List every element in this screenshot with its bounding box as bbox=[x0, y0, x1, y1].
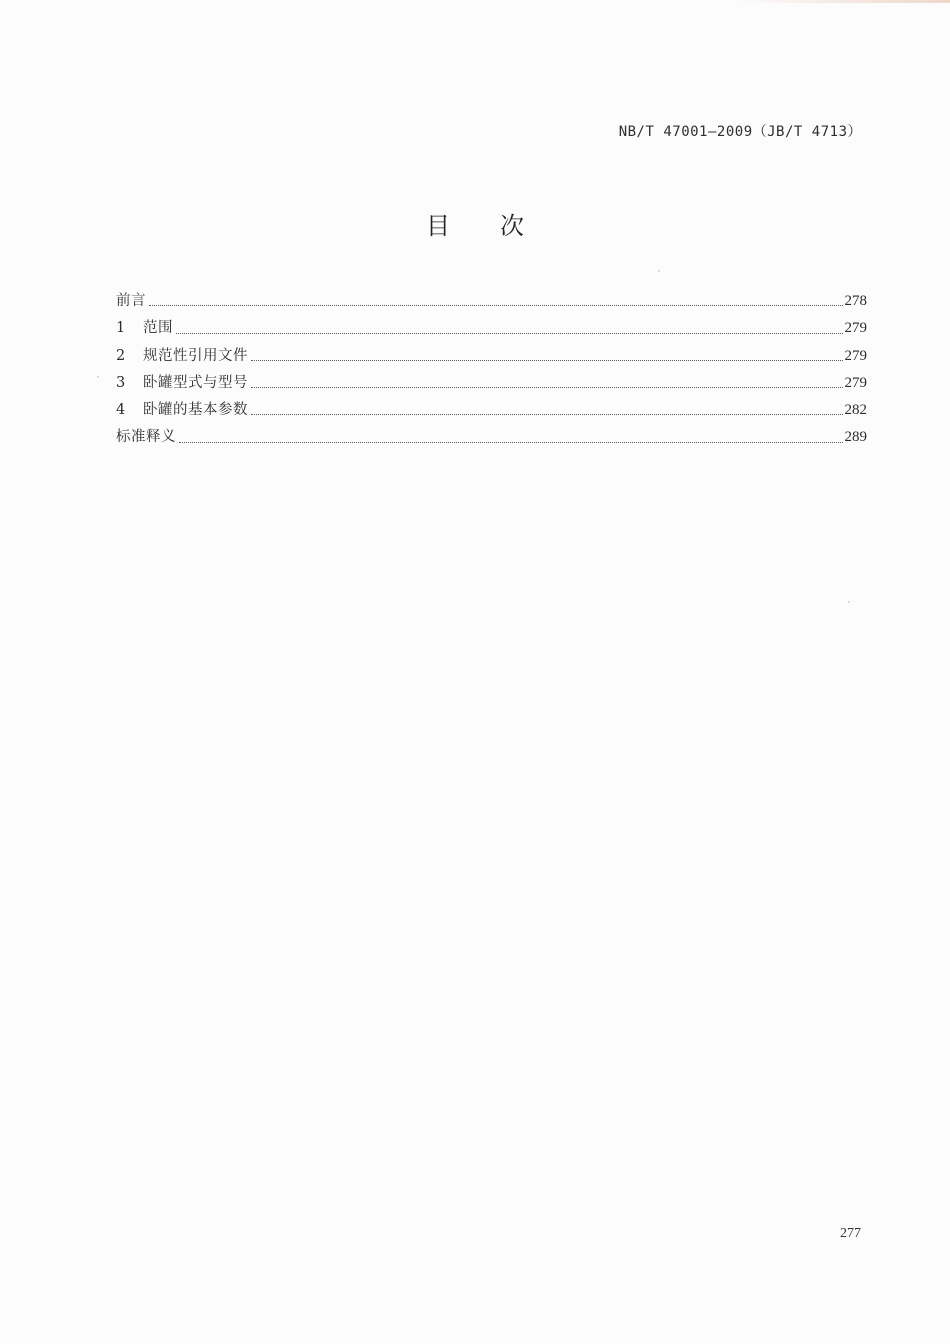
toc-entry-page: 279 bbox=[844, 320, 867, 337]
toc-entry-number: 3 bbox=[116, 374, 126, 391]
toc-entry-page: 278 bbox=[844, 293, 867, 309]
title-char-1: 目 bbox=[426, 212, 450, 240]
dot-leader bbox=[251, 359, 843, 361]
page-title bbox=[0, 206, 950, 241]
toc-entry-page: 279 bbox=[844, 374, 867, 391]
toc-entry-page: 279 bbox=[844, 347, 867, 364]
table-of-contents bbox=[116, 289, 867, 453]
toc-entry-page: 282 bbox=[844, 402, 867, 419]
toc-entry-basic-parameters[interactable] bbox=[116, 398, 867, 425]
toc-entry-label: 范围 bbox=[143, 320, 173, 337]
toc-entry-number: 2 bbox=[116, 347, 126, 364]
scan-edge bbox=[735, 0, 950, 3]
page-number: 277 bbox=[840, 1226, 861, 1241]
toc-entry-interpretation[interactable] bbox=[116, 425, 867, 452]
toc-entry-number: 4 bbox=[116, 402, 126, 419]
dot-leader bbox=[251, 386, 843, 388]
dot-leader bbox=[179, 441, 843, 443]
title-char-2: 次 bbox=[500, 212, 524, 240]
toc-entry-label: 卧罐的基本参数 bbox=[143, 402, 248, 419]
dot-leader bbox=[251, 413, 843, 415]
standard-number: NB/T 47001—2009（JB/T 4713） bbox=[618, 124, 862, 140]
toc-entry-label: 标准释义 bbox=[116, 429, 176, 446]
toc-entry-number: 1 bbox=[116, 320, 126, 337]
toc-entry-types-and-models[interactable] bbox=[116, 371, 867, 398]
toc-entry-label: 前言 bbox=[116, 293, 146, 309]
scan-speck bbox=[97, 376, 99, 378]
dot-leader bbox=[176, 332, 843, 334]
toc-entry-label: 卧罐型式与型号 bbox=[143, 374, 248, 391]
scan-speck bbox=[658, 270, 660, 272]
toc-entry-scope[interactable] bbox=[116, 316, 867, 343]
toc-entry-foreword[interactable] bbox=[116, 289, 867, 316]
dot-leader bbox=[149, 304, 843, 306]
toc-entry-page: 289 bbox=[844, 429, 867, 446]
toc-entry-normative-references[interactable] bbox=[116, 344, 867, 371]
scan-speck bbox=[848, 601, 850, 603]
toc-entry-label: 规范性引用文件 bbox=[143, 347, 248, 364]
